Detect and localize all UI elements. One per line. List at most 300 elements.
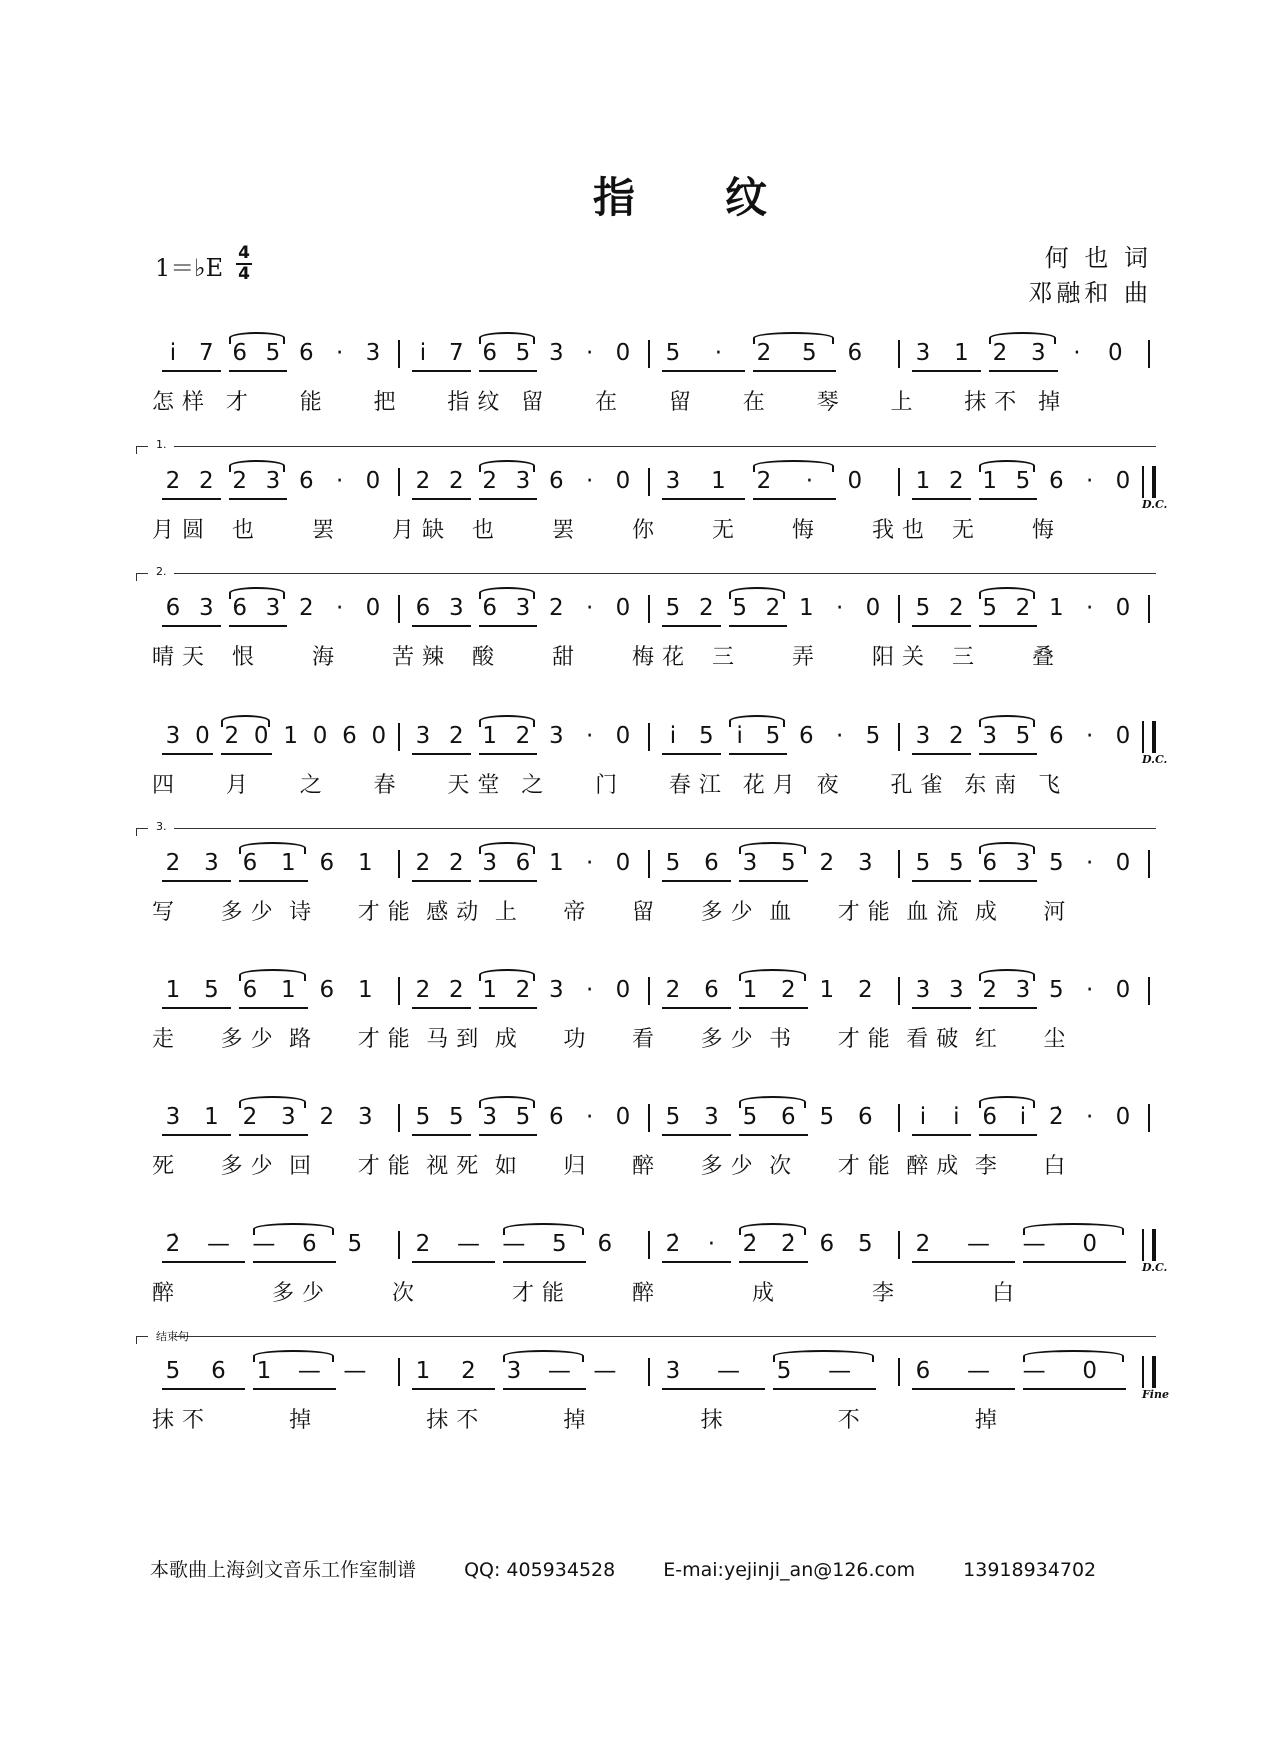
- volta-hook-top: [136, 828, 148, 829]
- note: —: [456, 1231, 480, 1257]
- note: 6: [549, 1104, 564, 1130]
- note: 5: [1049, 977, 1064, 1003]
- lyric-word: 也: [232, 518, 263, 543]
- slur-arc: [479, 969, 536, 981]
- lyric-word: 白: [992, 1281, 1023, 1306]
- slur-arc: [729, 715, 786, 727]
- volta-label: 1.: [156, 438, 167, 451]
- lyric-word: 诗: [289, 900, 320, 925]
- note: 2̇: [1049, 1104, 1064, 1130]
- note: 5: [665, 850, 681, 876]
- note: 0: [615, 595, 631, 621]
- barline: [648, 1231, 650, 1259]
- score-system: [152, 840, 1157, 940]
- note: 0: [365, 595, 381, 621]
- lyricist-credit: 何 也 词: [1044, 244, 1152, 272]
- beam-underline: [412, 1007, 471, 1009]
- note: 1: [954, 340, 969, 366]
- note: 6: [232, 595, 247, 621]
- lyric-word: 夜: [816, 773, 847, 798]
- note: 0: [1082, 1358, 1097, 1384]
- key-signature: 1＝♭E: [155, 254, 224, 282]
- note: 2: [415, 850, 431, 876]
- beam-underline: [253, 1388, 336, 1390]
- note: 5: [165, 1358, 181, 1384]
- volta-hook-top: [136, 1336, 148, 1337]
- note: ·: [1086, 723, 1094, 749]
- barline: [1148, 1104, 1150, 1132]
- beam-underline: [412, 1261, 495, 1263]
- note: 3: [199, 595, 214, 621]
- barline: [398, 468, 400, 496]
- beam-underline: [162, 498, 221, 500]
- slur-arc: [979, 460, 1036, 472]
- score-system: [152, 330, 1157, 430]
- note: 6: [982, 850, 997, 876]
- lyrics-row: [152, 640, 1157, 674]
- barline: [898, 1104, 900, 1132]
- score-system: [152, 1348, 1169, 1448]
- note: 5: [552, 1231, 567, 1257]
- note: 6: [1049, 468, 1064, 494]
- barline: [1148, 595, 1150, 623]
- score-system: [152, 713, 1168, 813]
- note: 3: [665, 1358, 681, 1384]
- lyric-word: 甜: [552, 645, 583, 670]
- slur-arc: [979, 842, 1036, 854]
- beam-underline: [479, 498, 538, 500]
- note: 0: [312, 723, 328, 749]
- note: —: [547, 1358, 571, 1384]
- note: ·: [586, 977, 594, 1003]
- note: 1: [415, 1358, 431, 1384]
- note: 6: [515, 850, 531, 876]
- note: ·: [805, 468, 814, 494]
- note: 0: [1107, 340, 1123, 366]
- lyric-word: 东南: [964, 773, 1025, 798]
- lyric-word: 留: [521, 390, 552, 415]
- note: 2: [319, 1104, 335, 1130]
- barline: [398, 340, 400, 368]
- slur-arc: [1023, 1350, 1124, 1362]
- note: 0: [615, 340, 631, 366]
- note: 5: [665, 340, 681, 366]
- lyric-word: 才能: [357, 900, 418, 925]
- beam-underline: [912, 498, 971, 500]
- lyric-word: 看: [632, 1027, 663, 1052]
- lyric-word: 马到: [426, 1027, 487, 1052]
- slur-arc: [753, 332, 834, 344]
- barline: [398, 1104, 400, 1132]
- volta-hook: [136, 828, 137, 836]
- note: ·: [336, 340, 344, 366]
- beam-underline: [739, 1007, 808, 1009]
- lyric-word: 抹: [700, 1408, 731, 1433]
- lyric-word: 死: [152, 1154, 183, 1179]
- note: 5: [857, 1231, 873, 1257]
- beam-underline: [412, 1134, 471, 1136]
- beam-underline: [729, 625, 788, 627]
- note: 0: [1115, 723, 1131, 749]
- beam-underline: [912, 753, 971, 755]
- beam-underline: [729, 753, 788, 755]
- beam-underline: [979, 753, 1038, 755]
- lyric-word: 才能: [837, 1027, 898, 1052]
- composer-credit: 邓融和 曲: [1028, 279, 1152, 307]
- note: i̇: [419, 340, 427, 366]
- lyric-word: 李: [974, 1154, 1005, 1179]
- note: 0: [615, 468, 631, 494]
- note: 3: [665, 468, 681, 494]
- lyrics-row: [152, 768, 1157, 802]
- beam-underline: [503, 1261, 586, 1263]
- lyric-word: 多少: [220, 1154, 281, 1179]
- beam-underline: [662, 370, 745, 372]
- lyric-word: 抹不: [964, 390, 1025, 415]
- note: —: [1022, 1358, 1046, 1384]
- lyric-word: 春: [373, 773, 404, 798]
- note: 2: [756, 340, 772, 366]
- slur-arc: [229, 332, 286, 344]
- lyric-word: 成: [752, 1281, 783, 1306]
- note: i̇: [669, 723, 677, 749]
- slur-arc: [729, 587, 786, 599]
- lyric-word: 李: [872, 1281, 903, 1306]
- lyric-word: 三: [712, 645, 743, 670]
- note: 6: [847, 340, 863, 366]
- note: 0: [1115, 977, 1131, 1003]
- beam-underline: [979, 625, 1038, 627]
- slur-arc: [479, 715, 536, 727]
- note: 0: [1115, 850, 1131, 876]
- note: 3: [365, 340, 381, 366]
- note: 6: [704, 977, 719, 1003]
- lyric-word: 才能: [512, 1281, 573, 1306]
- note: 6: [915, 1358, 931, 1384]
- note: 3: [742, 850, 758, 876]
- note: 3: [415, 723, 431, 749]
- time-signature: [236, 244, 252, 284]
- lyric-word: 罢: [552, 518, 583, 543]
- note: ·: [1086, 595, 1094, 621]
- note: 5: [781, 850, 796, 876]
- note: i̇: [919, 1104, 927, 1130]
- note: 3: [515, 595, 531, 621]
- lyric-word: 四: [152, 773, 183, 798]
- note: 6: [342, 723, 357, 749]
- slur-arc: [503, 1350, 584, 1362]
- note: —: [502, 1231, 526, 1257]
- beam-underline: [912, 880, 971, 882]
- note: 1: [281, 977, 296, 1003]
- lyric-word: 琴: [816, 390, 847, 415]
- beam-underline: [662, 625, 721, 627]
- time-signature-top: 4: [238, 243, 250, 263]
- beam-underline: [412, 753, 471, 755]
- note: 2: [482, 468, 497, 494]
- lyric-word: 怎样: [152, 390, 213, 415]
- barline: [648, 1104, 650, 1132]
- note: 2: [699, 595, 714, 621]
- note: 3: [549, 340, 564, 366]
- note: 5: [742, 1104, 758, 1130]
- beam-underline: [912, 1261, 1015, 1263]
- lyric-word: 留: [632, 900, 663, 925]
- note: 3: [982, 723, 997, 749]
- lyric-word: 才: [225, 390, 256, 415]
- slur-arc: [739, 969, 806, 981]
- lyric-word: 花月: [742, 773, 803, 798]
- lyric-word: 掉: [1038, 390, 1069, 415]
- note: 2: [765, 595, 781, 621]
- lyric-word: 红: [974, 1027, 1005, 1052]
- note: 5: [665, 595, 681, 621]
- beam-underline: [162, 370, 221, 372]
- slur-arc: [753, 460, 834, 472]
- note: 2: [949, 468, 964, 494]
- beam-underline: [229, 498, 288, 500]
- lyric-word: 无: [712, 518, 743, 543]
- note: 5: [699, 723, 714, 749]
- note: 3: [857, 850, 873, 876]
- note: 5: [915, 850, 931, 876]
- note: 5: [802, 340, 817, 366]
- beam-underline: [1023, 1388, 1126, 1390]
- note: 3: [1015, 977, 1031, 1003]
- footer: [150, 1555, 1138, 1582]
- lyric-word: 次: [392, 1281, 423, 1306]
- lyric-word: 晴天: [152, 645, 213, 670]
- slur-arc: [479, 587, 536, 599]
- beam-underline: [479, 370, 538, 372]
- beam-underline: [412, 625, 471, 627]
- note: 1: [1049, 595, 1064, 621]
- note: 6: [165, 595, 181, 621]
- barline: [648, 468, 650, 496]
- lyric-word: 感动: [426, 900, 487, 925]
- lyric-word: 阳关: [872, 645, 933, 670]
- note: 5: [1015, 468, 1031, 494]
- barline: [898, 468, 900, 496]
- beam-underline: [412, 370, 471, 372]
- slur-arc: [979, 587, 1036, 599]
- volta-line: [174, 446, 1156, 447]
- lyric-word: 苦辣: [392, 645, 453, 670]
- note: 7: [449, 340, 464, 366]
- note: 0: [371, 723, 387, 749]
- note: i̇: [169, 340, 177, 366]
- note: ·: [1086, 1104, 1094, 1130]
- note: —: [593, 1358, 617, 1384]
- note: 3: [204, 850, 219, 876]
- note: 0: [1082, 1231, 1097, 1257]
- note: 2: [665, 977, 681, 1003]
- note: 2: [242, 1104, 258, 1130]
- barline: [898, 1231, 900, 1259]
- notes-row: [152, 585, 1157, 635]
- note: i̇: [736, 723, 743, 749]
- barline: [1148, 850, 1150, 878]
- note: 2: [982, 977, 997, 1003]
- lyric-word: 不: [837, 1408, 868, 1433]
- note: 0: [195, 723, 210, 749]
- beam-underline: [979, 1134, 1038, 1136]
- lyric-word: 悔: [792, 518, 823, 543]
- lyric-word: 孔雀: [890, 773, 951, 798]
- note: 3: [482, 1104, 497, 1130]
- lyric-word: 在: [595, 390, 626, 415]
- beam-underline: [412, 880, 471, 882]
- note: 2: [449, 723, 464, 749]
- note: 0: [847, 468, 863, 494]
- note: 2: [819, 850, 835, 876]
- note: 0: [615, 850, 631, 876]
- note: 6: [211, 1358, 226, 1384]
- note: 5: [347, 1231, 363, 1257]
- note: 6: [1049, 723, 1064, 749]
- lyric-word: 成: [494, 1027, 525, 1052]
- lyric-word: 海: [312, 645, 343, 670]
- beam-underline: [479, 625, 538, 627]
- note: 2̇: [742, 1231, 758, 1257]
- slur-arc: [479, 460, 536, 472]
- lyric-word: 之: [299, 773, 330, 798]
- beam-underline: [239, 880, 308, 882]
- note: 5: [665, 1104, 681, 1130]
- beam-underline: [739, 1261, 808, 1263]
- note: 3: [506, 1358, 522, 1384]
- barline: [398, 723, 400, 751]
- ending-mark: D.C.: [1142, 498, 1168, 511]
- note: 5: [1015, 723, 1031, 749]
- lyric-word: 掉: [563, 1408, 594, 1433]
- lyrics-row: [152, 1149, 1157, 1183]
- slur-arc: [739, 1096, 806, 1108]
- note: 5: [765, 723, 781, 749]
- note: 2: [415, 468, 431, 494]
- note: 5: [265, 340, 281, 366]
- lyric-word: 多少: [700, 1154, 761, 1179]
- note: 1: [819, 977, 835, 1003]
- lyric-word: 上: [494, 900, 525, 925]
- note: 2: [165, 850, 181, 876]
- note: 3: [1015, 850, 1031, 876]
- note: 6: [482, 595, 497, 621]
- beam-underline: [739, 1134, 808, 1136]
- lyric-word: 把: [373, 390, 404, 415]
- score-system: [152, 967, 1157, 1067]
- lyric-word: 春江: [668, 773, 729, 798]
- beam-underline: [1023, 1261, 1126, 1263]
- volta-label: 3.: [156, 820, 167, 833]
- lyrics-row: [152, 385, 1157, 419]
- beam-underline: [912, 625, 971, 627]
- note: 3: [1031, 340, 1046, 366]
- lyric-word: 指纹: [447, 390, 508, 415]
- lyric-word: 醉成: [906, 1154, 967, 1179]
- note: i̇: [953, 1104, 960, 1130]
- beam-underline: [662, 1134, 731, 1136]
- note: ·: [707, 1231, 716, 1257]
- barline: [648, 977, 650, 1005]
- lyric-word: 才能: [357, 1027, 418, 1052]
- volta-label: 结束句: [156, 1330, 189, 1343]
- beam-underline: [162, 880, 231, 882]
- beam-underline: [662, 1388, 765, 1390]
- note: 5: [915, 595, 931, 621]
- volta-label: 2.: [156, 565, 167, 578]
- beam-underline: [253, 1261, 336, 1263]
- note: 1: [283, 723, 298, 749]
- note: 6: [482, 340, 497, 366]
- note: 2̇: [665, 1231, 681, 1257]
- note: ·: [586, 595, 594, 621]
- slur-arc: [479, 842, 536, 854]
- note: 0: [1115, 468, 1131, 494]
- note: ·: [336, 595, 344, 621]
- lyric-word: 走: [152, 1027, 183, 1052]
- note: 0: [365, 468, 381, 494]
- note: 6: [415, 595, 431, 621]
- lyric-word: 月缺: [392, 518, 453, 543]
- barline: [398, 595, 400, 623]
- lyric-word: 血: [769, 900, 800, 925]
- lyric-word: 书: [769, 1027, 800, 1052]
- lyric-word: 掉: [974, 1408, 1005, 1433]
- beam-underline: [662, 880, 731, 882]
- note: 6: [242, 850, 258, 876]
- lyric-word: 醉: [632, 1154, 663, 1179]
- note: 6: [781, 1104, 796, 1130]
- lyric-word: 醉: [152, 1281, 183, 1306]
- lyric-word: 次: [769, 1154, 800, 1179]
- lyric-word: 之: [521, 773, 552, 798]
- lyric-word: 血流: [906, 900, 967, 925]
- slur-arc: [503, 1223, 584, 1235]
- note: —: [967, 1358, 991, 1384]
- volta-hook: [136, 1336, 137, 1344]
- lyric-word: 看破: [906, 1027, 967, 1052]
- note: 2: [415, 977, 431, 1003]
- note: 6: [704, 850, 719, 876]
- note: 3: [281, 1104, 296, 1130]
- slur-arc: [989, 332, 1056, 344]
- ending-mark: D.C.: [1142, 753, 1168, 766]
- footer-qq: QQ: 405934528: [464, 1559, 616, 1581]
- volta-hook: [136, 573, 137, 581]
- final-barline: [1142, 1356, 1156, 1388]
- beam-underline: [979, 498, 1038, 500]
- lyrics-row: [152, 513, 1157, 547]
- note: 0: [1115, 1104, 1131, 1130]
- final-barline: [1142, 721, 1156, 753]
- slur-arc: [979, 1096, 1036, 1108]
- barline: [898, 340, 900, 368]
- note: 6: [799, 723, 814, 749]
- note: 1: [204, 1104, 219, 1130]
- note: —: [967, 1231, 991, 1257]
- slur-arc: [253, 1350, 334, 1362]
- note: 6: [319, 977, 335, 1003]
- beam-underline: [162, 1007, 231, 1009]
- note: 3: [165, 723, 181, 749]
- barline: [898, 977, 900, 1005]
- note: 1: [799, 595, 814, 621]
- lyric-word: 梅花: [632, 645, 693, 670]
- score-system: [152, 1094, 1157, 1194]
- slur-arc: [773, 1350, 874, 1362]
- barline: [648, 850, 650, 878]
